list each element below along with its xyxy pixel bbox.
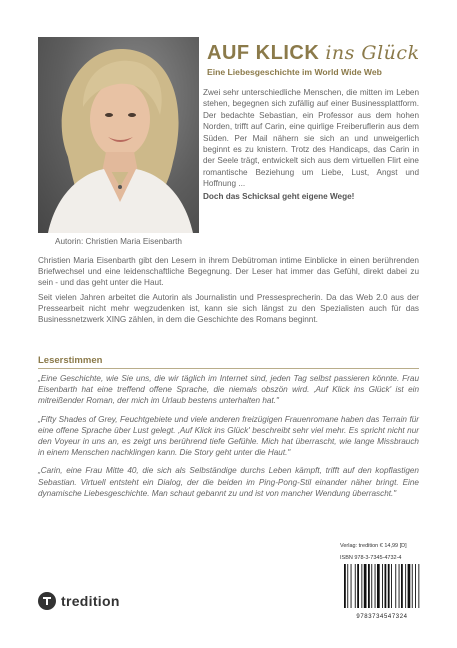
- publisher-logo: [38, 592, 120, 610]
- isbn-number: ISBN 978-3-7345-4732-4: [340, 555, 402, 561]
- verlag-price: Verlag: tredition € 14,99 [D]: [340, 543, 407, 549]
- paragraph-2: Seit vielen Jahren arbeitet die Autorin als Journalistin und Pressesprecherin. Da das Web 2.0 aus der Pressearbeit nicht mehr wegzudenken ist, kann sie sich längst zu den Spezialisten auch für das Businessnetzwerk XING zählen, in dem die Geschichte des Romans beginnt.: [38, 292, 419, 325]
- author-photo: [38, 37, 199, 233]
- section-divider: [38, 368, 419, 369]
- title-part1: AUF KLICK: [207, 42, 320, 64]
- blurb-text: Zwei sehr unterschiedliche Menschen, die mitten im Leben stehen, begegnen sich zufällig auf einer Businessplattform. Der bedachte Sebastian, ein Professor aus dem hohen Norden, trifft auf Carin, eine quirlige Freiberuflerin aus dem Süden. Per Mail nähern sie sich an und unweigerlich beginnt es zu knistern. Trotz des Handicaps, das Carin in der Seele trägt, entwickelt sich aus dem virtuellen Flirt eine romantische Beziehung um Liebe, Lust, Angst und Hoffnung ...: [203, 88, 419, 189]
- book-subtitle: Eine Liebesgeschichte im World Wide Web: [207, 67, 382, 77]
- barcode-number: 9783734547324: [356, 614, 408, 620]
- isbn-box: [340, 543, 424, 623]
- body-text: [38, 255, 419, 328]
- barcode: [340, 564, 424, 608]
- reader-quotes: [38, 373, 419, 506]
- tredition-logo-icon: [38, 592, 56, 610]
- blurb-bold: Doch das Schicksal geht eigene Wege!: [203, 191, 355, 201]
- book-title: [207, 42, 422, 65]
- publisher-name: tredition: [61, 593, 120, 609]
- title-block: [207, 42, 422, 77]
- title-part2: ins Glück: [325, 42, 420, 64]
- blurb: [203, 87, 419, 202]
- paragraph-1: Christien Maria Eisenbarth gibt den Lesern in ihrem Debütroman intime Einblicke in einen berührenden Briefwechsel und eine leidenschaftliche Begegnung. Der Leser hat immer das Gefühl, direkt dabei zu sein - und das geht unter die Haut.: [38, 256, 419, 288]
- section-heading: Leserstimmen: [38, 355, 103, 366]
- quote-2: „Fifty Shades of Grey, Feuchtgebiete und viele anderen freizügigen Frauenromane haben das Terrain für eine offene Sprache über Lust gelegt. ‚Auf Klick ins Glück' beschreibt sehr viel mehr. Es spricht nicht nur den Voyeur in uns an, es zeigt uns berührend tiefe Gefühle. Mich hat überrascht, wie lange Missbrauch in einem Menschen nachklingen kann. Die Story geht unter die Haut.": [38, 414, 419, 458]
- quote-3: „Carin, eine Frau Mitte 40, die sich als Selbständige durchs Leben kämpft, trifft auf den kopflastigen Sebastian. Virtuell entsteht ein Dialog, der die beiden im Ping-Pong-Stil einander näher bringt. Eine dynamische Liebesgeschichte. Man schaut gebannt zu und ist von mancher Wendung überrascht.": [38, 466, 419, 498]
- photo-caption: Autorin: Christien Maria Eisenbarth: [55, 237, 182, 246]
- quote-1: „Eine Geschichte, wie Sie uns, die wir täglich im Internet sind, jeden Tag selbst passieren könnte. Frau Eisenbarth hat eine treffend offene Sprache, die niemals obszön wird. ‚Auf Klick ins Glück' ist ein mitreißender Roman, der mich im Urlaub bestens unterhalten hat.": [38, 374, 419, 406]
